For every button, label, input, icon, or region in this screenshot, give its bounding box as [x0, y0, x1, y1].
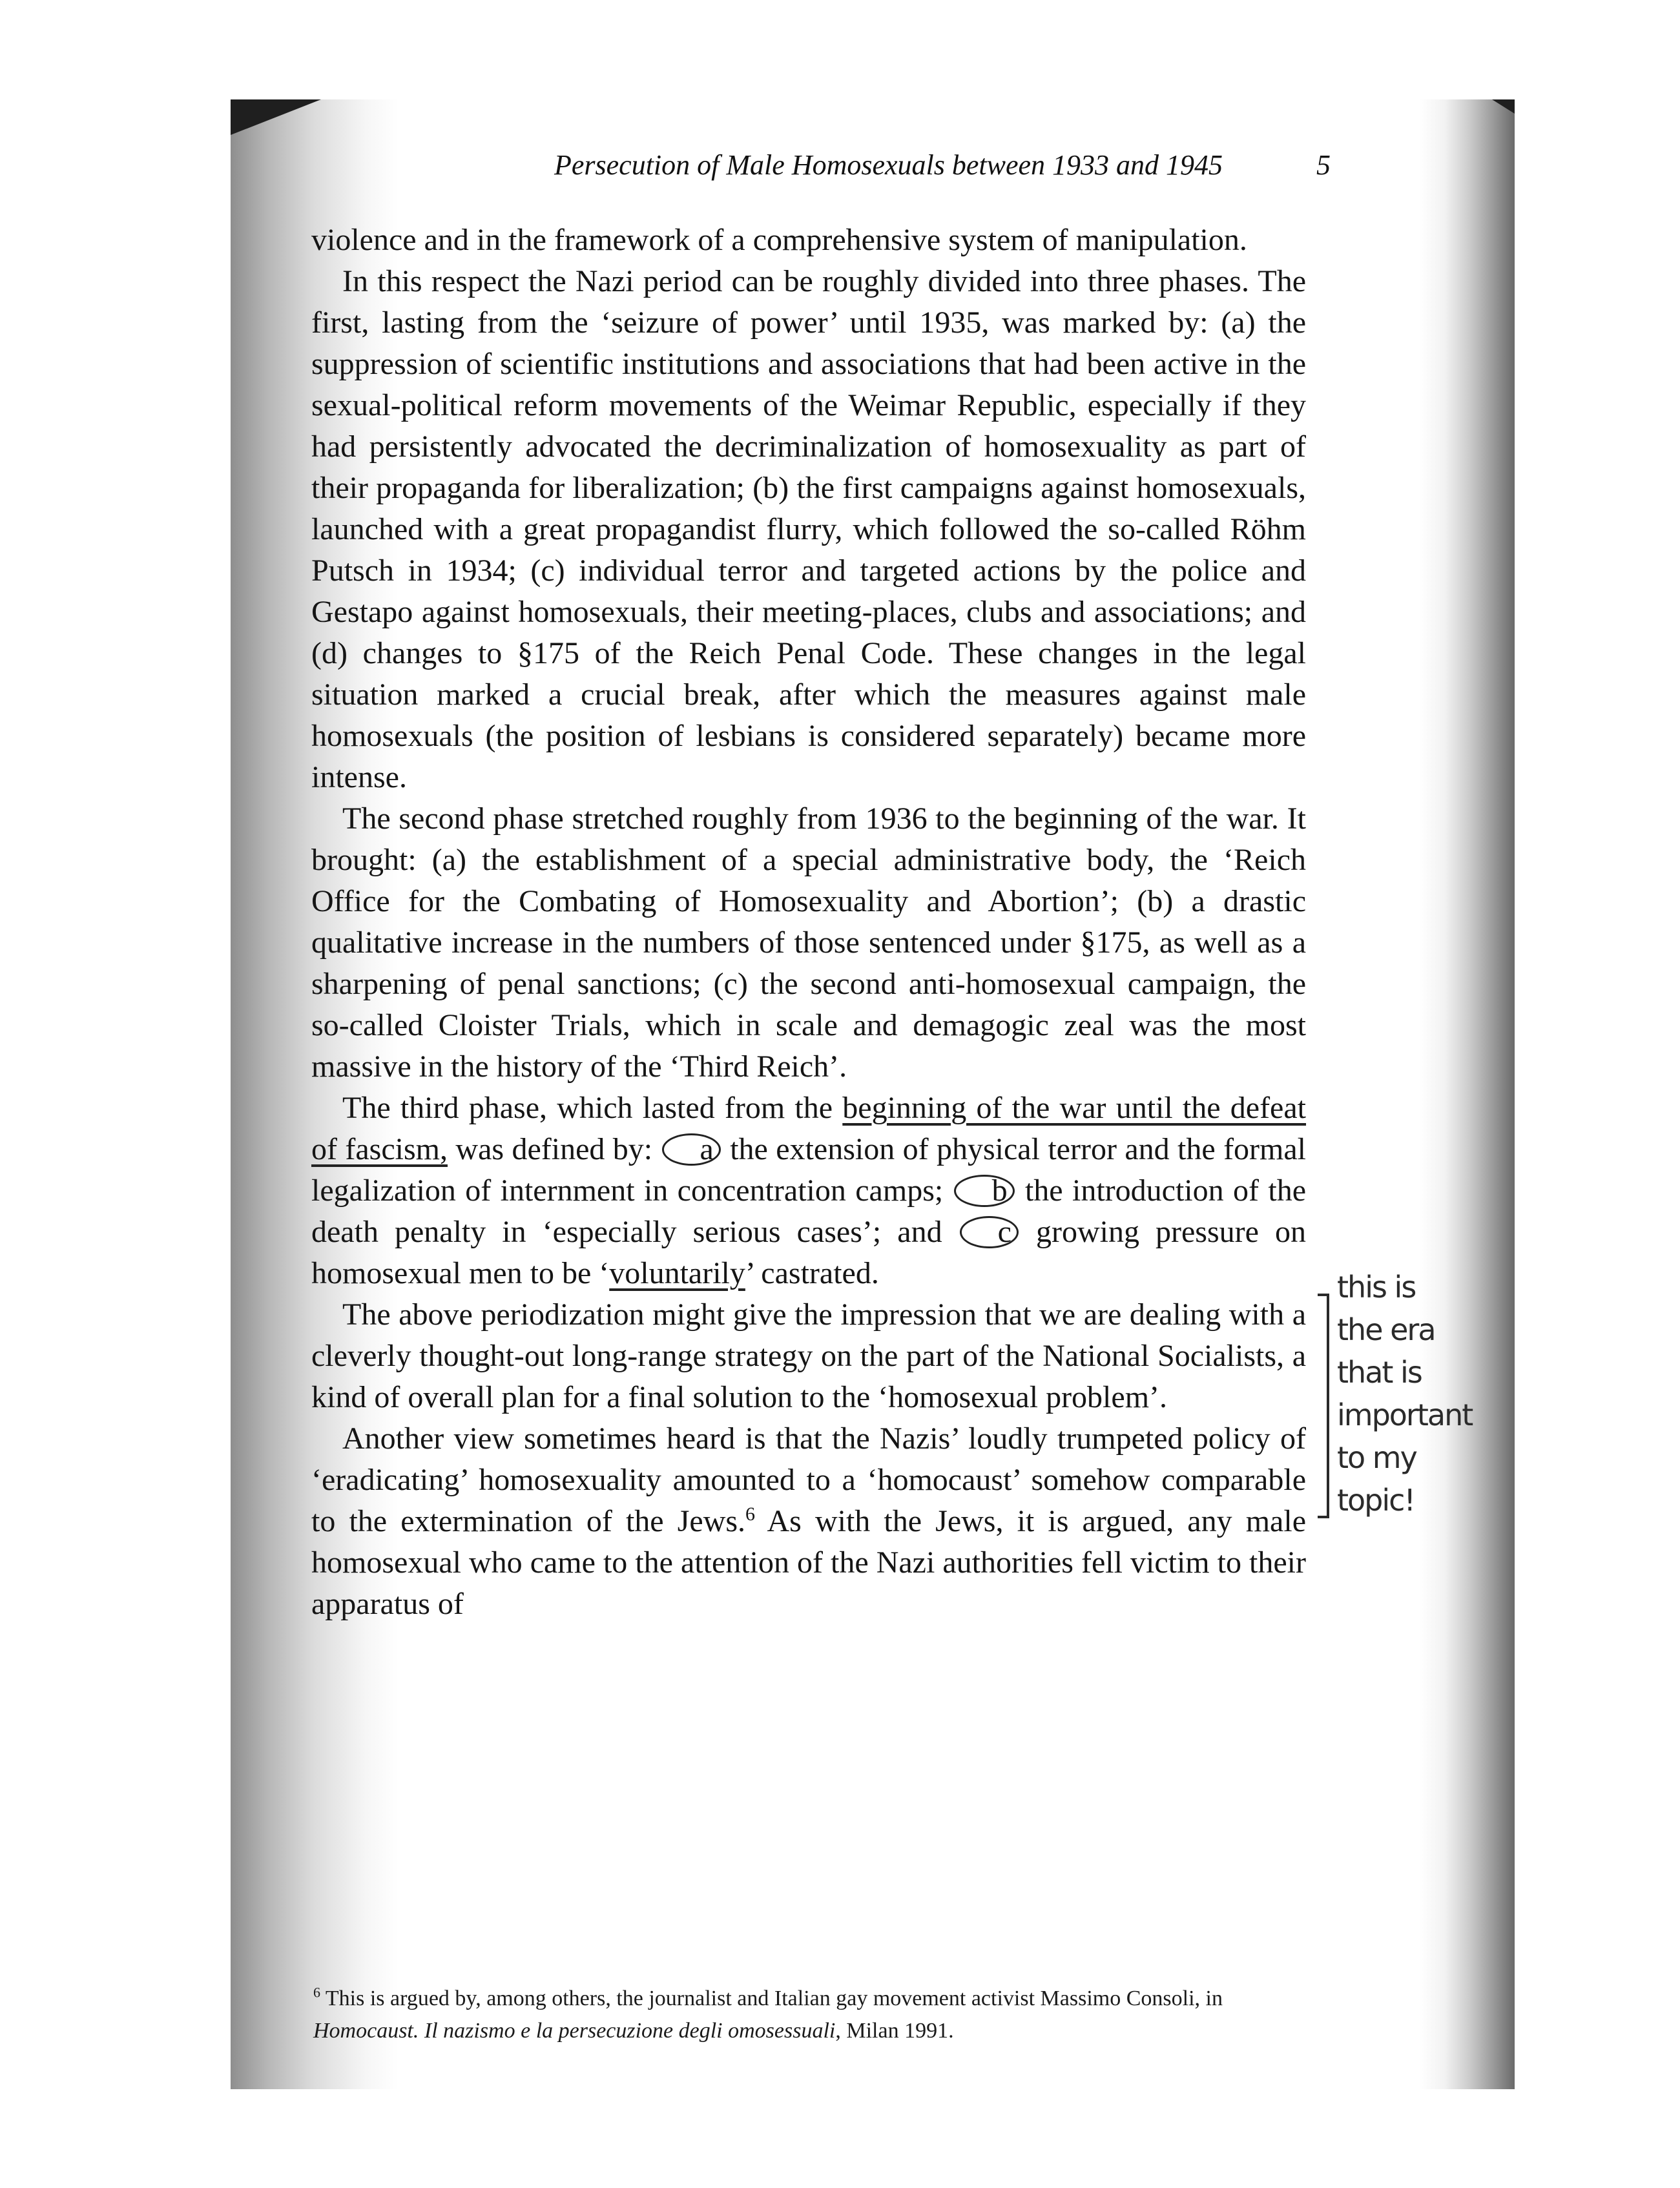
running-head-title: Persecution of Male Homosexuals between 1933 and 1945: [554, 149, 1223, 181]
note-line: that is: [1337, 1355, 1422, 1390]
paragraph: [311, 1418, 1306, 1625]
text: the extension of physical terror and the formal legalization of internment in concentration camps;: [311, 1132, 1307, 1208]
paragraph: violence and in the framework of a comprehensive system of manipulation.: [311, 223, 1247, 257]
footnote-title: Homocaust. Il nazismo e la persecuzione degli omosessuali: [313, 2019, 836, 2043]
ink-underline: beginning of the war until the defeat of fascism,: [311, 1091, 1307, 1166]
ink-bracket: [1318, 1294, 1329, 1518]
ink-underline: voluntarily: [609, 1256, 745, 1290]
text: was defined by:: [448, 1132, 661, 1166]
paragraph-third-phase: [311, 1088, 1306, 1294]
text: Another view sometimes heard is that the Nazis’ loudly trumpeted policy of ‘eradicating’ homosexuality amounted to a ‘homocaust’ somehow comparable to the extermination of the Jews.: [311, 1421, 1306, 1538]
footnote-number: 6: [313, 1984, 320, 2001]
note-line: the era: [1337, 1312, 1435, 1347]
paragraph: In this respect the Nazi period can be roughly divided into three phases. The first, lasting from the ‘seizure of power’ until 1935, was marked by: (a) the suppression of scientific institutions and associations that had been active in the sexual-political reform movements of the Weimar Republic, especially if they had persistently advocated the decriminalization of homosexuality as part of their propaganda for liberalization; (b) the first campaigns against homosexuals, launched with a great propagandist flurry, which followed the so-called Röhm Putsch in 1934; (c) individual terror and targeted actions by the police and Gestapo against homosexuals, their meeting-places, clubs and associations; and (d) changes to §175 of the Reich Penal Code. These changes in the legal situation marked a crucial break, after which the measures against male homosexuals (the position of lesbians is considered separately) became more intense.: [311, 264, 1306, 794]
body-text: [311, 220, 1306, 1625]
note-line: this is: [1337, 1270, 1416, 1305]
note-line: important: [1337, 1398, 1473, 1432]
page-number: 5: [1316, 149, 1331, 181]
footnote-reference: 6: [745, 1503, 756, 1525]
note-line: topic!: [1337, 1483, 1415, 1518]
text: ’ castrated.: [745, 1256, 879, 1290]
circled-marker-a: a: [662, 1133, 721, 1166]
text: the introduction of the death penalty in ‘especially serious cases’; and: [311, 1173, 1306, 1249]
text: As with the Jews, it is argued, any male homosexual who came to the attention of the Nazi authorities fell victim to their apparatus of: [311, 1504, 1307, 1621]
note-line: to my: [1337, 1440, 1416, 1475]
circled-marker-c: c: [960, 1216, 1019, 1248]
paragraph: The second phase stretched roughly from 1936 to the beginning of the war. It brought: (a) the establishment of a special administrative body, the ‘Reich Office for the Combating of Homosexuality and Abortion’; (b) a drastic qualitative increase in the numbers of those sentenced under §175, as well as a sharpening of penal sanctions; (c) the second anti-homosexual campaign, the so-called Cloister Trials, which in scale and demagogic zeal was the most massive in the history of the ‘Third Reich’.: [311, 801, 1306, 1084]
circled-marker-b: b: [954, 1175, 1015, 1207]
footnote-text: , Milan 1991.: [835, 2019, 954, 2043]
text: growing pressure on homosexual men to be ‘: [311, 1215, 1307, 1290]
text: The third phase, which lasted from the: [342, 1091, 843, 1125]
running-head: [554, 147, 1355, 183]
footnote: [313, 1983, 1282, 2047]
paragraph: The above periodization might give the impression that we are dealing with a cleverly thought-out long-range strategy on the part of the National Socialists, a kind of overall plan for a final solution to the ‘homosexual problem’.: [311, 1297, 1306, 1414]
footnote-text: This is argued by, among others, the journalist and Italian gay movement activist Massimo Consoli, in: [325, 1987, 1223, 2010]
handwritten-margin-note: [1337, 1266, 1492, 1522]
